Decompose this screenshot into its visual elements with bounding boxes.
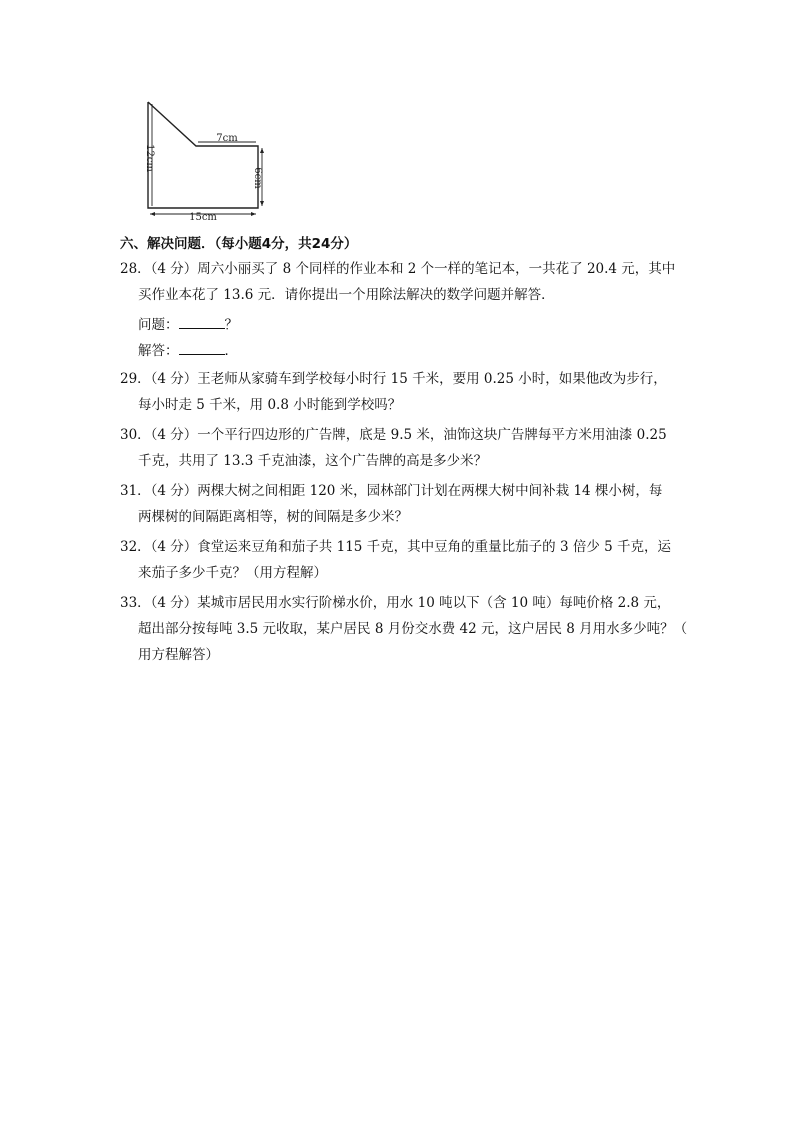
question-line: 32．（4 分）食堂运来豆角和茄子共 115 千克，其中豆角的重量比茄子的 3 倍少 5 千克，运 xyxy=(120,539,672,555)
question-line: 用方程解答） xyxy=(138,647,219,663)
question-line: 买作业本花了 13.6 元．请你提出一个用除法解决的数学问题并解答． xyxy=(138,287,555,303)
question-line: 千克，共用了 13.3 千克油漆，这个广告牌的高是多少米？ xyxy=(138,453,488,469)
question-line: 33．（4 分）某城市居民用水实行阶梯水价，用水 10 吨以下（含 10 吨）每吨价格 2.8 元， xyxy=(120,595,671,611)
label-12cm: 12cm xyxy=(144,144,155,172)
problem-label: 问题： xyxy=(138,317,179,333)
question-30 xyxy=(120,422,680,474)
arrow-bottom-right xyxy=(251,212,256,216)
question-line: 来茄子多少千克？（用方程解） xyxy=(138,565,327,581)
problem-blank[interactable] xyxy=(179,314,225,329)
question-line: 每小时走 5 千米，用 0.8 小时能到学校吗？ xyxy=(138,397,402,413)
section-title: 六、解决问题．（每小题4分，共24分） xyxy=(120,236,358,252)
answer-label: 解答： xyxy=(138,343,179,359)
question-33 xyxy=(120,590,688,668)
answer-end: ． xyxy=(224,343,238,359)
arrow-bottom-left xyxy=(150,212,155,216)
question-line: 超出部分按每吨 3.5 元收取，某户居民 8 月份交水费 42 元，这户居民 8 月用水多少吨？（ xyxy=(138,621,688,637)
question-line: 31．（4 分）两棵大树之间相距 120 米，园林部门计划在两棵大树中间补栽 14 棵小树，每 xyxy=(120,483,663,499)
arrow-right-top xyxy=(260,148,264,153)
figure-svg xyxy=(138,96,268,222)
question-line: 29．（4 分）王老师从家骑车到学校每小时行 15 千米，要用 0.25 小时，如果他改为步行， xyxy=(120,371,667,387)
problem-end: ？ xyxy=(224,317,238,333)
label-15cm: 15cm xyxy=(189,212,217,222)
question-31 xyxy=(120,478,680,530)
question-line: 30．（4 分）一个平行四边形的广告牌，底是 9.5 米，油饰这块广告牌每平方米用油漆 0.25 xyxy=(120,427,667,443)
question-line: 28．（4 分）周六小丽买了 8 个同样的作业本和 2 个一样的笔记本，一共花了 20.4 元，其中 xyxy=(120,261,676,277)
question-28 xyxy=(120,256,680,308)
shape-outline xyxy=(148,102,258,208)
label-7cm: 7cm xyxy=(216,133,238,144)
answer-blank[interactable] xyxy=(179,340,225,355)
geometry-figure xyxy=(138,96,268,222)
question-28-problem-row xyxy=(138,312,238,338)
question-32 xyxy=(120,534,680,586)
label-6cm: 6cm xyxy=(252,167,263,189)
question-line: 两棵树的间隔距离相等，树的间隔是多少米？ xyxy=(138,509,408,525)
arrow-right-bottom xyxy=(260,201,264,206)
question-28-answer-row xyxy=(138,338,238,364)
question-29 xyxy=(120,366,680,418)
